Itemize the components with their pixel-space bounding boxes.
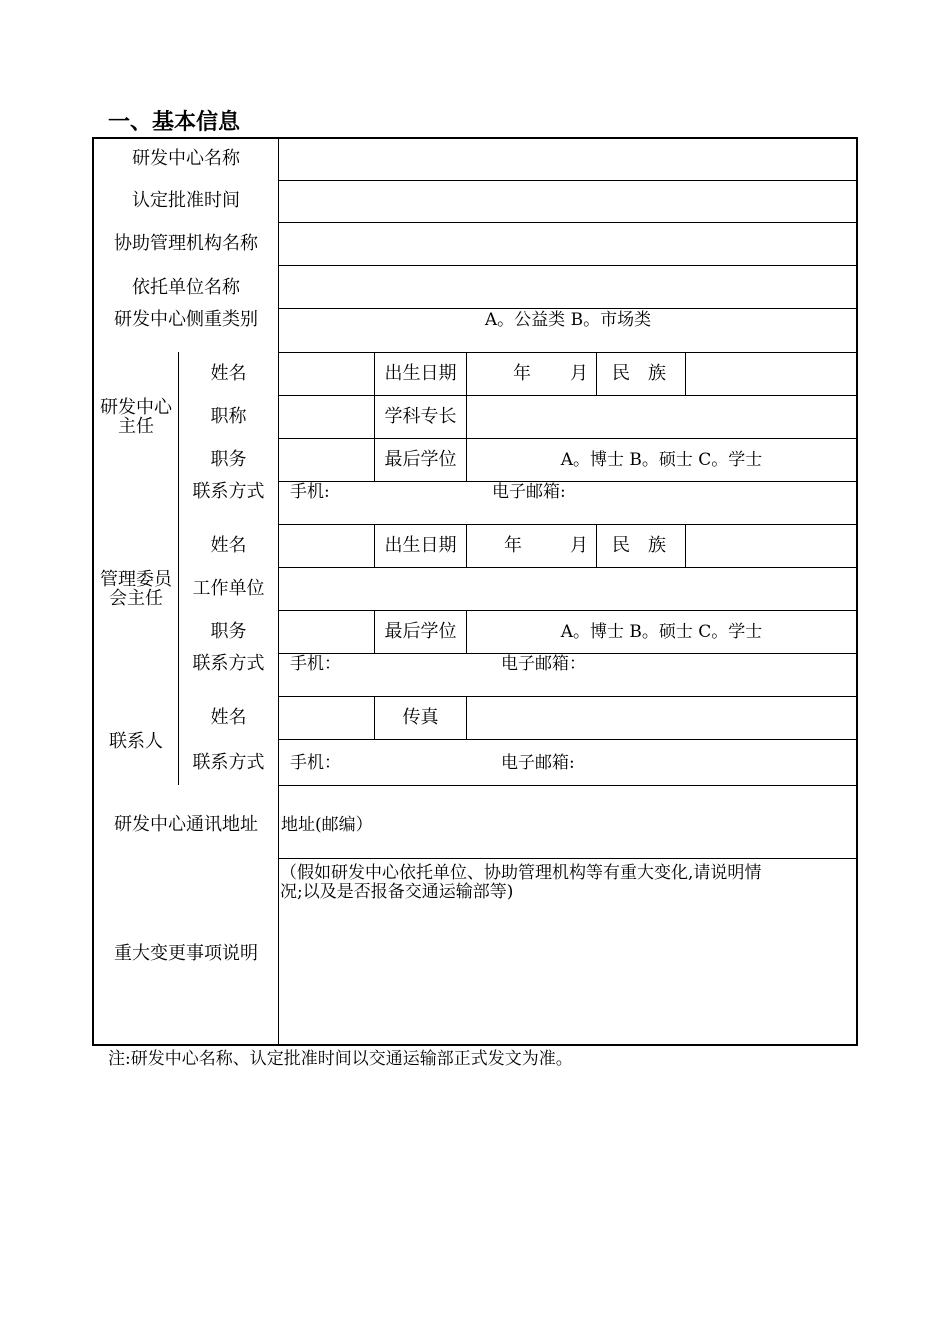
changes-hint-line2: 况;以及是否报备交通运输部等)	[280, 882, 514, 902]
label-divider	[278, 137, 279, 1046]
committee-email-label: 电子邮箱：	[501, 654, 586, 674]
director-ethnicity-field[interactable]	[686, 353, 856, 395]
liaison-name-field[interactable]	[280, 697, 374, 739]
committee-degree-label: 最后学位	[384, 621, 457, 642]
committee-contact-label: 联系方式	[192, 653, 265, 674]
director-ethnicity-label: 民 族	[612, 363, 666, 384]
label-host-unit: 依托单位名称	[132, 277, 240, 298]
director-position-label: 职务	[210, 449, 247, 470]
label-center-category: 研发中心侧重类别	[114, 309, 258, 330]
committee-ethnicity-field[interactable]	[686, 525, 856, 567]
changes-hint-line1: （假如研发中心依托单位、协助管理机构等有重大变化,请说明情	[280, 863, 762, 883]
changes-field[interactable]	[280, 859, 856, 1044]
director-discipline-label: 学科专长	[384, 406, 457, 427]
section-title: 一、基本信息	[108, 110, 241, 135]
committee-birth-label: 出生日期	[384, 535, 457, 556]
address-label: 研发中心通讯地址	[114, 814, 258, 835]
committee-position-label: 职务	[210, 621, 247, 642]
liaison-contact-label: 联系方式	[192, 752, 265, 773]
director-degree-options[interactable]: A。博士 B。硕士 C。学士	[560, 450, 763, 470]
director-group-label-2: 主任	[118, 416, 154, 437]
liaison-email-label: 电子邮箱:	[501, 753, 575, 773]
footnote: 注:研发中心名称、认定批准时间以交通运输部正式发文为准。	[108, 1049, 573, 1069]
committee-work-unit-field[interactable]	[280, 568, 856, 610]
address-value[interactable]: 地址(邮编）	[281, 815, 373, 835]
committee-mobile-label: 手机：	[290, 654, 341, 674]
director-discipline-field[interactable]	[467, 396, 856, 438]
liaison-name-label: 姓名	[210, 707, 247, 728]
director-name-field[interactable]	[280, 353, 374, 395]
director-title-label: 职称	[210, 406, 247, 427]
host-unit-field[interactable]	[280, 266, 856, 308]
director-email-label: 电子邮箱:	[492, 482, 566, 502]
committee-year-label: 年	[504, 535, 522, 556]
changes-label: 重大变更事项说明	[114, 943, 258, 964]
assist-org-field[interactable]	[280, 223, 856, 265]
label-approval-time: 认定批准时间	[132, 190, 240, 211]
center-name-field[interactable]	[280, 139, 856, 180]
liaison-mobile-label: 手机：	[290, 753, 341, 773]
liaison-group-label: 联系人	[109, 731, 163, 752]
director-name-label: 姓名	[210, 363, 247, 384]
director-year-label: 年	[513, 363, 531, 384]
director-group-label-1: 研发中心	[100, 397, 172, 418]
committee-month-label: 月	[570, 535, 588, 556]
director-contact-label: 联系方式	[192, 481, 265, 502]
liaison-fax-label: 传真	[402, 707, 439, 728]
table-border-bottom	[92, 1044, 858, 1046]
approval-time-field[interactable]	[280, 181, 856, 222]
committee-degree-options[interactable]: A。博士 B。硕士 C。学士	[560, 622, 763, 642]
director-title-field[interactable]	[280, 396, 374, 438]
committee-ethnicity-label: 民 族	[612, 535, 666, 556]
director-position-field[interactable]	[280, 439, 374, 481]
committee-name-field[interactable]	[280, 525, 374, 567]
committee-name-label: 姓名	[210, 535, 247, 556]
committee-position-field[interactable]	[280, 611, 374, 653]
committee-group-label-1: 管理委员	[100, 569, 172, 590]
committee-work-unit-label: 工作单位	[192, 578, 265, 599]
category-options[interactable]: A。公益类 B。市场类	[484, 310, 652, 330]
label-center-name: 研发中心名称	[132, 148, 240, 169]
director-month-label: 月	[570, 363, 588, 384]
director-mobile-label: 手机:	[290, 482, 330, 502]
director-birth-label: 出生日期	[384, 363, 457, 384]
label-assist-org: 协助管理机构名称	[114, 233, 258, 254]
liaison-fax-field[interactable]	[467, 697, 856, 739]
table-border-right	[856, 137, 858, 1046]
committee-group-label-2: 会主任	[109, 588, 163, 609]
director-degree-label: 最后学位	[384, 449, 457, 470]
